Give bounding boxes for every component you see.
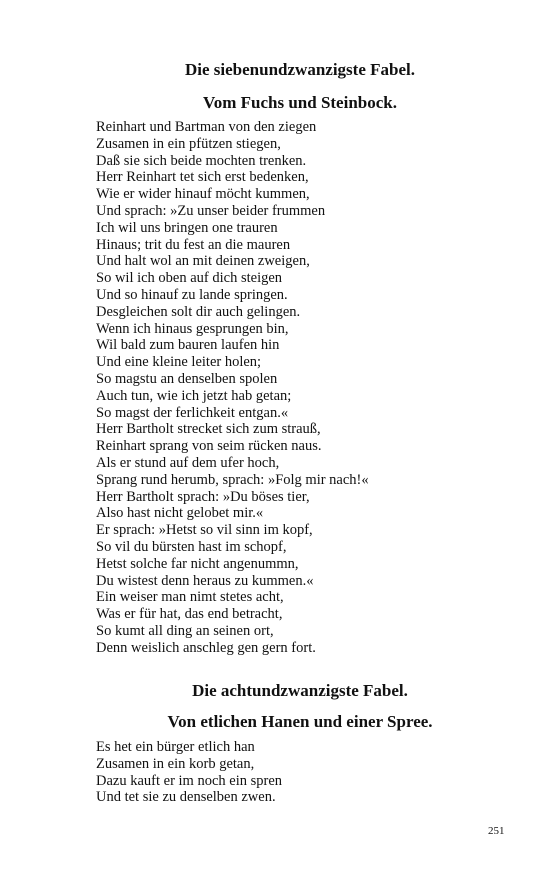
poem-line: So kumt all ding an seinen ort,: [96, 622, 274, 639]
poem-line: Er sprach: »Hetst so vil sinn im kopf,: [96, 522, 313, 539]
poem-line: Es het ein bürger etlich han: [96, 739, 255, 755]
poem-line: So wil ich oben auf dich steigen: [96, 270, 283, 287]
poem-line: Daß sie sich beide mochten trenken.: [96, 152, 307, 169]
poem-line: Wil bald zum bauren laufen hin: [96, 337, 280, 354]
fable-27-subtitle: Vom Fuchs und Steinbock.: [203, 93, 397, 112]
poem-line: Ich wil uns bringen one trauren: [96, 219, 278, 236]
poem-line: Und halt wol an mit deinen zweigen,: [96, 253, 310, 270]
fable-28-title: Die achtundzwanzigste Fabel.: [192, 681, 408, 700]
poem-line: Denn weislich anschleg gen gern fort.: [96, 639, 316, 656]
poem-line: Also hast nicht gelobet mir.«: [96, 505, 264, 522]
poem-line: Hetst solche far nicht angenummn,: [96, 555, 299, 572]
poem-line: So magst der ferlichkeit entgan.«: [96, 404, 289, 421]
poem-line: Reinhart sprang von seim rücken naus.: [96, 438, 322, 455]
poem-line: Auch tun, wie ich jetzt hab getan;: [96, 387, 292, 404]
poem-line: Und eine kleine leiter holen;: [96, 354, 262, 371]
poem-line: Sprang rund herumb, sprach: »Folg mir nach!«: [96, 471, 369, 488]
poem-line: Herr Reinhart tet sich erst bedenken,: [96, 169, 309, 186]
poem-line: Zusamen in ein korb getan,: [96, 755, 255, 772]
poem-line: Was er für hat, das end betracht,: [96, 606, 283, 623]
poem-line: So vil du bürsten hast im schopf,: [96, 538, 287, 555]
poem-line: Herr Bartholt sprach: »Du böses tier,: [96, 488, 310, 505]
poem-line: Ein weiser man nimt stetes acht,: [96, 589, 284, 606]
poem-line: Wie er wider hinauf möcht kummen,: [96, 186, 310, 203]
poem-line: Zusamen in ein pfützen stiegen,: [96, 135, 281, 152]
fable-27-title: Die siebenundzwanzigste Fabel.: [185, 60, 415, 79]
poem-line: Dazu kauft er im noch ein spren: [96, 772, 283, 789]
poem-line: Als er stund auf dem ufer hoch,: [96, 454, 280, 471]
fable-28-subtitle: Von etlichen Hanen und einer Spree.: [167, 712, 433, 731]
page-number: 251: [488, 825, 505, 837]
poem-line: So magstu an denselben spolen: [96, 370, 278, 387]
poem-line: Desgleichen solt dir auch gelingen.: [96, 303, 301, 320]
poem-line: Wenn ich hinaus gesprungen bin,: [96, 320, 289, 337]
poem-line: Herr Bartholt strecket sich zum strauß,: [96, 421, 321, 438]
poem-line: Und tet sie zu denselben zwen.: [96, 789, 276, 806]
poem-line: Reinhart und Bartman von den ziegen: [96, 119, 317, 135]
fable-28-poem: [96, 739, 282, 806]
poem-line: Und so hinauf zu lande springen.: [96, 286, 288, 303]
poem-line: Und sprach: »Zu unser beider frummen: [96, 202, 326, 219]
poem-line: Hinaus; trit du fest an die mauren: [96, 236, 291, 253]
poem-line: Du wistest denn heraus zu kummen.«: [96, 572, 314, 589]
fable-27-poem: [96, 119, 369, 657]
